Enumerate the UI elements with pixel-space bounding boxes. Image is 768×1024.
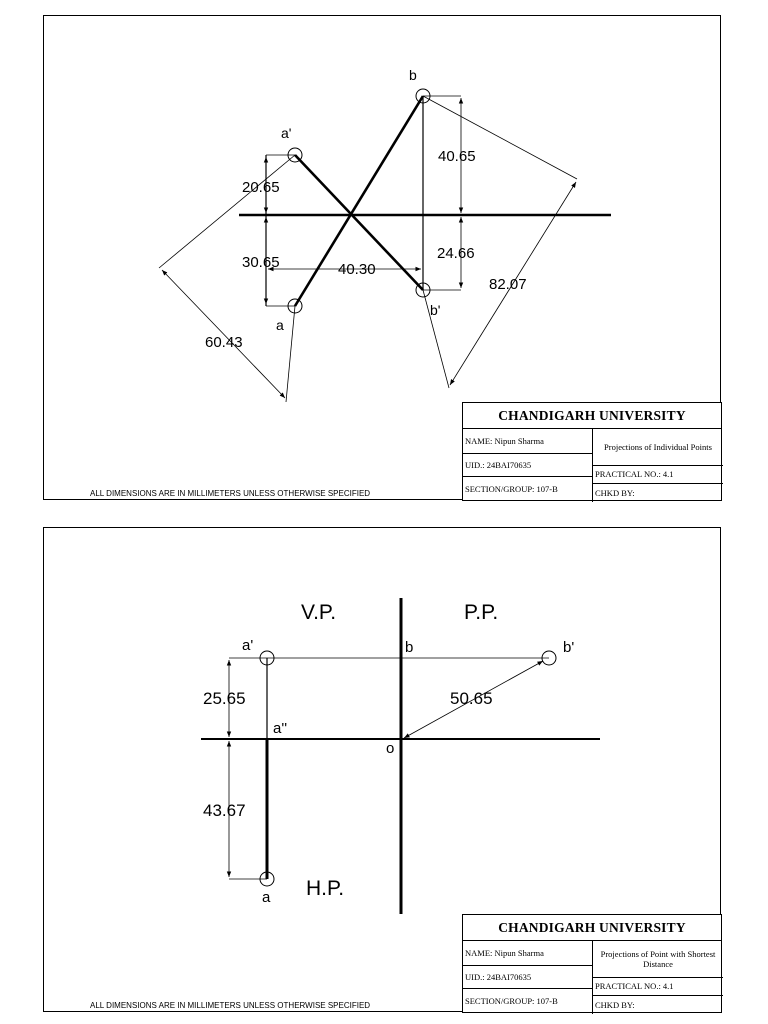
practical-number: PRACTICAL NO.: 4.1: [595, 469, 674, 479]
student-uid: UID.: 24BAI70635: [465, 971, 532, 982]
dim-text-25-65: 25.65: [203, 689, 246, 708]
title-block: [462, 914, 722, 1013]
dim-text-24-66: 24.66: [437, 245, 475, 262]
label-vp: V.P.: [301, 601, 337, 624]
label-a: a: [262, 889, 271, 906]
title-block: [462, 402, 722, 501]
dim-text-40-65: 40.65: [438, 148, 476, 165]
dim-text-40-30: 40.30: [338, 261, 376, 278]
label-b-prime: b': [430, 302, 441, 318]
practical-number: PRACTICAL NO.: 4.1: [595, 981, 674, 991]
section-group: SECTION/GROUP: 107-B: [465, 484, 558, 494]
label-b-prime: b': [563, 639, 575, 656]
label-a-prime: a': [242, 637, 254, 654]
drawing-title: Projections of Individual Points: [604, 441, 712, 452]
student-name: NAME: Nipun Sharma: [465, 435, 544, 446]
label-a-double-prime: a'': [273, 720, 288, 737]
dim-text-43-67: 43.67: [203, 801, 246, 820]
dim-text-20-65: 20.65: [242, 179, 280, 196]
checked-by: CHKD BY:: [595, 487, 635, 498]
dim-text-50-65: 50.65: [450, 689, 493, 708]
label-origin-o: o: [386, 740, 395, 757]
university-name: CHANDIGARH UNIVERSITY: [463, 915, 721, 941]
dim-text-82-07: 82.07: [489, 276, 527, 293]
checked-by: CHKD BY:: [595, 999, 635, 1010]
label-hp: H.P.: [306, 877, 345, 900]
dim-text-60-43: 60.43: [205, 334, 243, 351]
dimension-note: ALL DIMENSIONS ARE IN MILLIMETERS UNLESS OTHERWISE SPECIFIED: [90, 489, 371, 498]
drawing-sheet-1: [43, 15, 721, 500]
label-a-prime: a': [281, 125, 292, 141]
label-a: a: [276, 317, 284, 333]
label-b: b: [409, 67, 417, 83]
label-b: b: [405, 639, 414, 656]
dim-text-30-65: 30.65: [242, 254, 280, 271]
university-name: CHANDIGARH UNIVERSITY: [463, 403, 721, 429]
section-group: SECTION/GROUP: 107-B: [465, 996, 558, 1006]
dimension-note: ALL DIMENSIONS ARE IN MILLIMETERS UNLESS OTHERWISE SPECIFIED: [90, 1001, 371, 1010]
label-pp: P.P.: [464, 601, 499, 624]
drawing-title: Projections of Point with Shortest Distance: [600, 948, 716, 969]
student-name: NAME: Nipun Sharma: [465, 947, 544, 958]
student-uid: UID.: 24BAI70635: [465, 459, 532, 470]
drawing-sheet-2: [43, 527, 721, 1012]
